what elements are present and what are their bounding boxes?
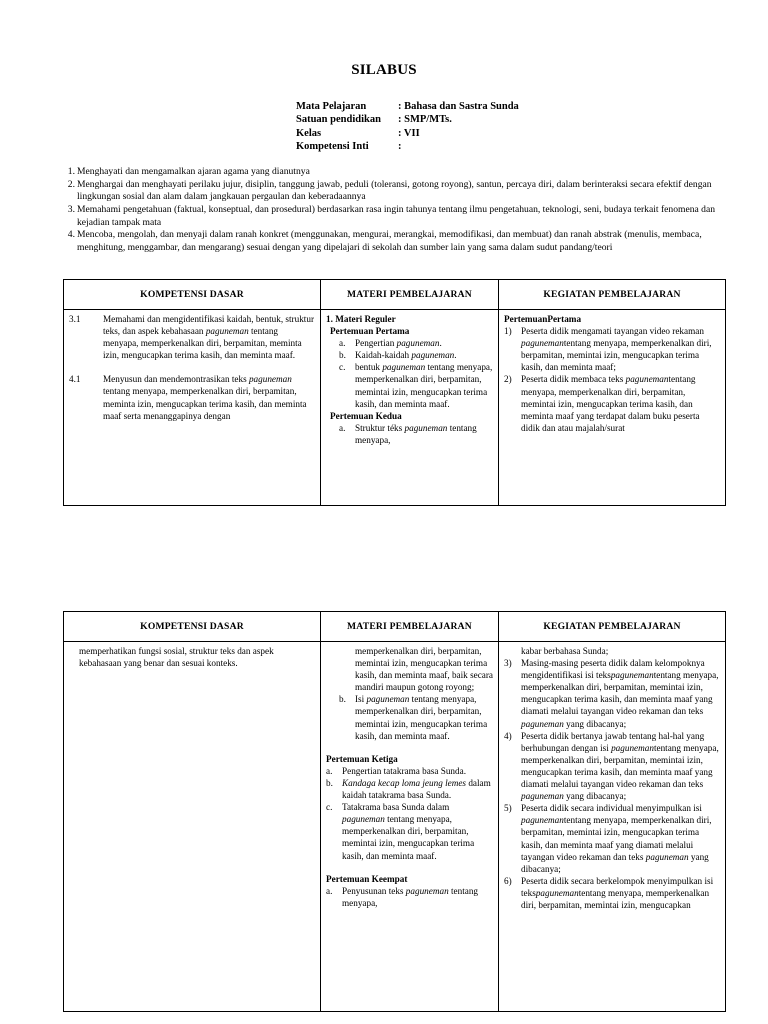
kd-code: 4.1 [69, 374, 81, 385]
list-item-text-italic: paguneman [404, 422, 448, 433]
kegiatan-continuation-text: kabar berbahasa Sunda; [521, 646, 609, 656]
list-marker: a. [326, 765, 333, 776]
list-item-text-tail-2: yang dibacanya; [563, 718, 627, 729]
list-item-text-tail: dalam kaidah tatakrama basa Sunda. [342, 777, 491, 801]
list-item-text: Peserta didik secara individual menyimpulkan isi [521, 803, 702, 814]
metadata-value: : Bahasa dan Sastra Sunda [398, 101, 519, 112]
list-item-text-italic: paguneman [405, 885, 449, 896]
list-item-text-italic: paguneman [411, 350, 455, 361]
list-item-text-italic-2: paguneman [521, 791, 564, 802]
cell-kegiatan-pembelajaran [499, 642, 726, 1012]
materi-item-list [326, 422, 493, 446]
metadata-value: : SMP/MTs. [398, 114, 452, 126]
list-item-text: Mencoba, mengolah, dan menyaji dalam ranah konkret (menggunakan, mengurai, merangkai, memodifikasi, dan membuat) dan ranah abstrak (menulis, membaca, menghitung, menggambar, dan mengarang) sesuai dengan yang dipelajari di sekolah dan sumber lain yang sama dalam sudut pandang/teori [77, 229, 702, 253]
silabus-table-page-one [63, 279, 726, 506]
kd-continuation-text: memperhatikan fungsi sosial, struktur teks dan aspek kebahasaan yang benar dan sesuai konteks. [79, 646, 274, 669]
kd-code: 3.1 [69, 314, 81, 324]
materi-item-list [326, 337, 493, 410]
table-row [64, 642, 726, 1012]
kd-entry [69, 313, 315, 361]
list-item-text: Kaidah-kaidah [355, 350, 412, 361]
metadata-row [296, 127, 768, 140]
cell-kompetensi-dasar [64, 310, 321, 506]
list-item [339, 693, 493, 741]
list-marker: b. [326, 777, 333, 788]
list-item-text: bentuk [355, 362, 383, 373]
list-item-text: Tatakrama basa Sunda dalam [342, 802, 450, 813]
list-item [339, 349, 493, 361]
list-item-text-tail: tentang menyapa, [342, 885, 479, 908]
column-header-materi-pembelajaran: MATERI PEMBELAJARAN [321, 280, 499, 310]
metadata-value: : [398, 140, 402, 152]
list-marker: 5) [504, 803, 512, 814]
metadata-label: Kelas [296, 127, 322, 139]
list-item [504, 657, 720, 730]
list-item-text-tail: . [454, 350, 457, 361]
materi-item-list [326, 765, 493, 862]
cell-materi-pembelajaran [321, 310, 499, 506]
list-item-text-tail: tentang menyapa, memperkenalkan diri, berpamitan, memintai izin, mengucapkan terima kasih, dan meminta maaf yang diamati melalui tayangan video rekaman dan teks [521, 815, 712, 862]
cell-kompetensi-dasar [64, 642, 321, 1012]
pertemuan-heading: PertemuanPertama [504, 314, 582, 324]
list-item-text-tail: tentang menyapa, memperkenalkan diri, berpamitan, memintai izin, mengucapkan terima kasih, dan meminta maaf. [355, 694, 488, 741]
materi-heading: 1. Materi Reguler [326, 314, 396, 324]
materi-item-list [326, 885, 493, 909]
list-item-text-tail: tentang menyapa, memperkenalkan diri, berpamitan, memintai izin, mengucapkan terima kasih, dan meminta maaf yang terdapat dalam buku peserta didik dan atau majalah/surat [521, 374, 700, 433]
list-item [326, 777, 493, 801]
list-item-text: Isi [355, 694, 367, 705]
list-item-text: Peserta didik bertanya jawab tentang hal-hal yang berhubungan dengan isi [521, 730, 705, 753]
list-item-text: Penyusunan teks [342, 885, 406, 896]
metadata-label: Satuan pendidikan [296, 114, 381, 126]
kd-entry [69, 373, 315, 421]
list-item-text: Menghayati dan mengamalkan ajaran agama yang dianutnya [77, 166, 310, 178]
paragraph-spacer [326, 742, 493, 753]
list-marker: 6) [504, 875, 512, 886]
list-item [62, 166, 724, 179]
pertemuan-heading: Pertemuan Pertama [330, 326, 410, 337]
cell-materi-pembelajaran [321, 642, 499, 1012]
list-item-text-italic: paguneman [610, 670, 654, 681]
kd-text: Menyusun dan mendemontrasikan teks paguneman tentang menyapa, memperkenalkan diri, berpamitan, meminta izin, mengucapkan terima kasih, dan meminta maaf serta menanggapinya dengan [103, 374, 307, 421]
list-marker: b. [339, 694, 346, 705]
metadata-label: Mata Pelajaran [296, 101, 367, 112]
list-item [326, 801, 493, 861]
kegiatan-item-list [504, 325, 720, 434]
list-marker: c. [326, 802, 333, 813]
list-item-text: Peserta didik secara berkelompok menyimpulkan isi teks [521, 875, 714, 898]
list-item-text-italic: paguneman [535, 887, 579, 898]
list-item-text-tail: tentang menyapa, memperkenalkan diri, berpamitan, memintai izin, mengucapkan terima kasih, dan meminta maaf yang diamati melalui tayangan video rekaman dan teks [521, 670, 719, 717]
metadata-row [296, 113, 768, 126]
column-header-kompetensi-dasar: KOMPETENSI DASAR [64, 280, 321, 310]
list-item-text: Memahami pengetahuan (faktual, konseptual, dan prosedural) berdasarkan rasa ingin tahunya tentang ilmu pengetahuan, teknologi, seni, budaya terkait fenomena dan kejadian tampak mata [77, 203, 716, 228]
list-marker: b. [339, 350, 346, 361]
list-marker: a. [339, 422, 346, 433]
list-item-text-italic: paguneman [366, 694, 410, 705]
list-item-text-italic: paguneman [521, 815, 564, 826]
pertemuan-heading: Pertemuan Ketiga [326, 753, 398, 764]
list-item-text-tail: tentang menyapa, memperkenalkan diri, berpamitan, memintai izin, mengucapkan terima kasih, dan meminta maaf yang diamati melalui tayangan video rekaman dan teks [521, 742, 719, 790]
list-item-text-italic-2: paguneman [645, 851, 689, 862]
list-item-text-tail: . [439, 338, 442, 349]
metadata-value: : VII [398, 127, 420, 139]
document-metadata [0, 100, 768, 153]
list-item-text: Peserta didik membaca teks [521, 374, 626, 385]
list-item-text-italic: paguneman [382, 362, 426, 373]
list-item-text: Pengertian tatakrama basa Sunda. [342, 765, 466, 776]
list-item-text-italic: paguneman [611, 742, 654, 753]
list-marker: 2) [504, 374, 512, 385]
paragraph-spacer [326, 862, 493, 873]
list-item-text-italic: paguneman [625, 374, 669, 385]
column-header-materi-pembelajaran: MATERI PEMBELAJARAN [321, 612, 499, 642]
list-item-text: Masing-masing peserta didik dalam kelompoknya mengidentifikasi isi teks [521, 658, 705, 681]
list-item-text-tail: tentang menyapa, memperkenalkan diri, berpamitan, memintai izin, mengucapkan terima kasih, dan meminta maaf. [355, 362, 493, 409]
list-item [339, 645, 493, 693]
page-title: SILABUS [351, 62, 417, 78]
materi-continuation-list [326, 645, 493, 742]
pertemuan-heading: Pertemuan Kedua [330, 410, 402, 421]
list-item-number: 1. [67, 166, 75, 178]
list-item-text-italic: paguneman [396, 338, 440, 349]
table-header-row [64, 612, 726, 642]
list-item-text-italic: paguneman [342, 814, 385, 825]
list-item [339, 361, 493, 409]
list-item-text: Struktur téks [355, 422, 405, 433]
list-item [62, 229, 724, 254]
list-item-text-tail-2: yang dibacanya; [521, 851, 709, 874]
list-item [339, 422, 493, 446]
column-header-kompetensi-dasar: KOMPETENSI DASAR [64, 612, 321, 642]
list-item-text-italic: Kandaga kecap loma jeung lemes [342, 777, 467, 788]
list-marker: 3) [504, 658, 512, 669]
list-item [504, 325, 720, 373]
kegiatan-item-list [504, 657, 720, 911]
list-item-text: Peserta didik mengamati tayangan video rekaman [521, 326, 704, 337]
list-item [504, 373, 720, 433]
list-item [339, 337, 493, 349]
list-item [504, 875, 720, 911]
table-header-row [64, 280, 726, 310]
table-row [64, 310, 726, 506]
pertemuan-heading: Pertemuan Keempat [326, 873, 408, 884]
list-item [326, 885, 493, 909]
list-marker: 1) [504, 326, 512, 337]
list-item-text: Pengertian [355, 338, 397, 349]
list-item-text-tail: tentang menyapa, [355, 422, 477, 445]
list-marker: c. [339, 362, 346, 373]
list-item-number: 4. [67, 229, 75, 241]
list-item-number: 3. [67, 203, 75, 215]
column-header-kegiatan-pembelajaran: KEGIATAN PEMBELAJARAN [499, 612, 726, 642]
list-item-text-italic-2: paguneman [521, 718, 564, 729]
kd-text: Memahami dan mengidentifikasi kaidah, bentuk, struktur teks, dan aspek kebahasaan paguneman tentang menyapa, memperkenalkan diri, berpamitan, meminta izin, mengucapkan terima kasih, dan meminta maaf. [103, 314, 315, 361]
list-marker: 4) [504, 730, 512, 741]
metadata-label: Kompetensi Inti [296, 140, 369, 152]
list-marker: a. [339, 338, 346, 349]
list-item-text: Menghargai dan menghayati perilaku jujur, disiplin, tanggung jawab, peduli (toleransi, gotong royong), santun, percaya diri, dalam berinteraksi secara efektif dengan lingkungan sosial dan alam dalam jangkauan pergaulan dan keberadaannya [77, 178, 712, 203]
list-item-text-italic: paguneman [521, 338, 564, 349]
metadata-row [296, 100, 768, 113]
list-item [504, 730, 720, 803]
list-item-text-tail-2: yang dibacanya; [563, 791, 627, 802]
list-item-text-tail: tentang menyapa, memperkenalkan diri, berpamitan, memintai izin, mengucapkan terima kasih, dan meminta maaf; [521, 338, 712, 373]
list-item [326, 765, 493, 777]
list-item-number: 2. [67, 178, 75, 190]
list-item-text-tail: tentang menyapa, memperkenalkan diri, berpamitan, memintai izin, mengucapkan [521, 887, 710, 910]
list-marker: a. [326, 885, 333, 896]
column-header-kegiatan-pembelajaran: KEGIATAN PEMBELAJARAN [499, 280, 726, 310]
list-item [62, 179, 724, 204]
list-item-text-tail: tentang menyapa, memperkenalkan diri, berpamitan, memintai izin, mengucapkan terima kasih, dan meminta maaf. [342, 814, 475, 861]
list-item-text: memperkenalkan diri, berpamitan, memintai izin, mengucapkan terima kasih, dan meminta maaf, baik secara mandiri maupun gotong royong; [355, 646, 493, 693]
cell-kegiatan-pembelajaran [499, 310, 726, 506]
list-item [62, 204, 724, 229]
kompetensi-inti-list [0, 166, 768, 254]
metadata-row [296, 140, 768, 153]
silabus-table-page-two [63, 611, 726, 1012]
list-item [504, 802, 720, 875]
